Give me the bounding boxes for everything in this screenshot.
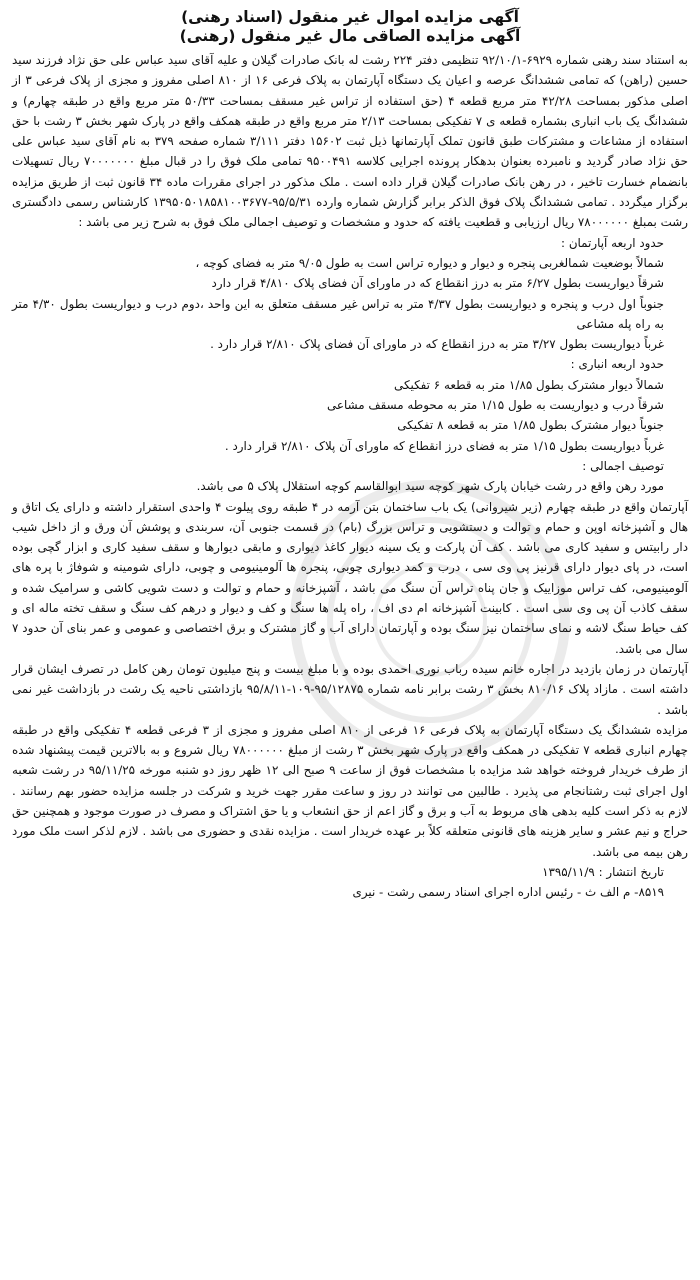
description-location: مورد رهن واقع در رشت خیابان پارک شهر کوچه سید ابوالقاسم کوچه استقلال پلاک ۵ می باشد. [196,479,664,494]
notice-titles [12,8,688,46]
storage-bounds-heading: حدود اربعه انباری : [570,357,664,372]
description-heading: توصیف اجمالی : [582,458,664,473]
apartment-bounds-heading: حدود اربعه آپارتمان : [561,235,664,250]
apartment-bound-west: غرباً دیواریست بطول ۳/۲۷ متر به درز انقطاع که در ماورای آن فضای پلاک ۲/۸۱۰ قرار دارد . [210,337,664,352]
notice-subtitle: آگهی مزایده الصاقی مال غیر منقول (رهنی) [179,27,521,45]
apartment-bound-south: جنوباً اول درب و پنجره و دیواریست بطول ۴/۳۷ متر به تراس غیر مسقف متعلق به این واحد ،دوم درب و دیواریست بطول ۴/۳۰ متر به راه پله مشاعی [12,296,664,331]
signature-line: ۸۵۱۹- م الف ث - رئیس اداره اجرای اسناد رسمی رشت - نیری [352,885,664,900]
apartment-bound-north: شمالاً بوضعیت شمالغربی پنجره و دیوار و دیواره تراس است به طول ۹/۰۵ متر به فضای کوچه ، [195,255,664,270]
publish-date: تاریخ انتشار : ۱۳۹۵/۱۱/۹ [542,864,664,879]
notice-body [12,50,688,902]
apartment-bound-east: شرقاً دیواریست بطول ۶/۲۷ متر به درز انقطاع که در ماورای آن فضای پلاک ۴/۸۱۰ قرار دارد [211,276,664,291]
storage-bound-west: غرباً دیواریست بطول ۱/۱۵ متر به فضای درز انقطاع که ماورای آن پلاک ۲/۸۱۰ قرار دارد . [224,438,664,453]
storage-bound-north: شمالاً دیوار مشترک بطول ۱/۸۵ متر به قطعه ۶ تفکیکی [394,377,664,392]
auction-paragraph: مزایده ششدانگ یک دستگاه آپارتمان به پلاک فرعی ۱۶ فرعی از ۸۱۰ اصلی مفروز و مجزی از ۳ فرعی قطعه ۴ تفکیکی واقع در طبقه چهارم انباری قطعه ۷ تفکیکی در همکف واقع در پارک شهر بخش ۳ رشت از مبلغ ۷۸۰۰۰۰۰۰ ریال شروع و به بالاترین قیمت پیشنهاد شده از طرف خریدار فروخته خواهد شد مزایده با مشخصات فوق از ساعت ۹ صبح الی ۱۲ ظهر روز دو شنبه مورخه ۹۵/۱۱/۲۵ در رشت شعبه اول اجرای ثبت رشتانجام می پذیرد . طالبین می توانند در روز و ساعت مقرر جهت خرید و شرکت در جلسه مزایده حضور بهم رسانند . لازم به ذکر است کلیه بدهی های مربوط به آب و برق و گاز اعم از حق انشعاب و یا حق اشتراک و مصرف در صورت موجود و همچنین حق حراج و نیم عشر و سایر هزینه های قانونی متعلقه کلاً بر عهده خریدار است . مزایده نقدی و حضوری می باشد . لازم لذکر است ملک مورد رهن بیمه می باشد. [12,722,688,859]
storage-bound-south: جنوباً دیوار مشترک بطول ۱/۸۵ متر به قطعه ۸ تفکیکی [397,418,664,433]
description-details: آپارتمان واقع در طبقه چهارم (زیر شیروانی) یک باب ساختمان بتن آرمه در ۴ طبقه روی پیلوت ۴ واحدی استقرار داشته و دارای یک اتاق و هال و آشپزخانه اوپن و حمام و توالت و دستشویی و تراس بزرگ (بام) در قسمت جنوبی آن، سربندی و پوشش آن ورق و از داخل شیب دار رابیتس و سفید کاری می باشد . کف آن پارکت و یک سینه دیوار کاغذ دیواری و مابقی دیوارها و سقف سفید کاری و ابزار گچی بوده است، در پای دیوار دارای قرنیز پی وی سی ، درب و کمد دیواری چوبی، پنجره ها آلومینیومی و چوبی، دارای شومینه و شوفاژ با پره های آلومینیومی، کف تراس موزاییک و جان پناه تراس آن سنگ می باشد ، آشپزخانه و حمام و توالت و دست شویی کاشی و سرامیک شده و سقف کاذب آن پی وی سی است . کابینت آشپزخانه ام دی اف ، راه پله ها سنگ و کف و دیوار و درهم کف سنگ و سقف تخته ماله ای و کف حیاط سنگ لاشه و نمای ساختمان نیز سنگ بوده و آپارتمان دارای آب و گاز مشترک و برق اختصاصی و عمومی و عمر بنای آن حدود ۷ سال می باشد. [12,499,689,656]
notice-title: آگهی مزایده اموال غیر منقول (اسناد رهنی) [181,8,519,26]
tenancy-paragraph: آپارتمان در زمان بازدید در اجاره خانم سیده رباب نوری احمدی بوده و با مبلغ بیست و پنج میلیون تومان رهن کامل در تصرف ایشان قرار داشته است . مازاد پلاک ۸۱۰/۱۶ بخش ۳ رشت برابر نامه شماره ۹۵/۱۲۸۷۵-۱۰۹-۹۵/۸/۱۱ بازداشتی ناحیه یک رشت در بازداشت غیر نمی باشد . [12,661,688,717]
storage-bound-east: شرقاً درب و دیواریست به طول ۱/۱۵ متر به محوطه مسقف مشاعی [326,398,664,413]
intro-paragraph: به استناد سند رهنی شماره ۶۹۲۹-۹۲/۱۰/۱ تنظیمی دفتر ۲۲۴ رشت له بانک صادرات گیلان و علیه آقای سید عباس علی حق نژاد فرزند سید حسین (راهن) که تمامی ششدانگ عرصه و اعیان یک دستگاه آپارتمان به پلاک فرعی ۱۶ از ۸۱۰ اصلی مفروز و مجزی از پلاک فرعی ۳ از اصلی مذکور بمساحت ۴۲/۲۸ متر مربع قطعه ۴ (حق استفاده از تراس غیر مسقف بمساحت ۵۰/۳۳ متر مربع واقع در طبقه چهارم) و ششدانگ یک باب انباری بشماره قطعه ی ۷ تفکیکی بمساحت ۲/۱۳ متر مربع واقع در طبقه همکف واقع در پارک شهر بخش ۳ رشت با حق استفاده از مشاعات و مشترکات طبق قانون تملک آپارتمانها ذیل ثبت ۱۵۶۰۲ دفتر ۳/۱۱۱ شماره صفحه ۳۷۹ به نام آقای سید عباس علی حق نژاد صادر گردید و نامبرده بعنوان بدهکار پرونده اجرایی کلاسه ۹۵۰۰۴۹۱ تمامی ملک فوق را در قبال مبلغ ۷۰۰۰۰۰۰۰ ریال تسهیلات بانضمام خسارت تاخیر ، در رهن بانک صادرات گیلان قرار داده است . ملک مذکور در اجرای مقررات ماده ۳۴ قانون ثبت از طریق مزایده برگزار میگردد . تمامی ششدانگ پلاک فوق الذکر برابر گزارش شماره وارده ۹۵/۵/۳۱-۱۳۹۵۰۵۰۱۸۵۸۱۰۰۳۶۷۷ کارشناس رسمی دادگستری رشت بمبلغ ۷۸۰۰۰۰۰۰ ریال ارزیابی و قطعیت یافته که حدود و مشخصات و توصیف اجمالی ملک فوق به شرح زیر می باشد : [12,53,689,230]
